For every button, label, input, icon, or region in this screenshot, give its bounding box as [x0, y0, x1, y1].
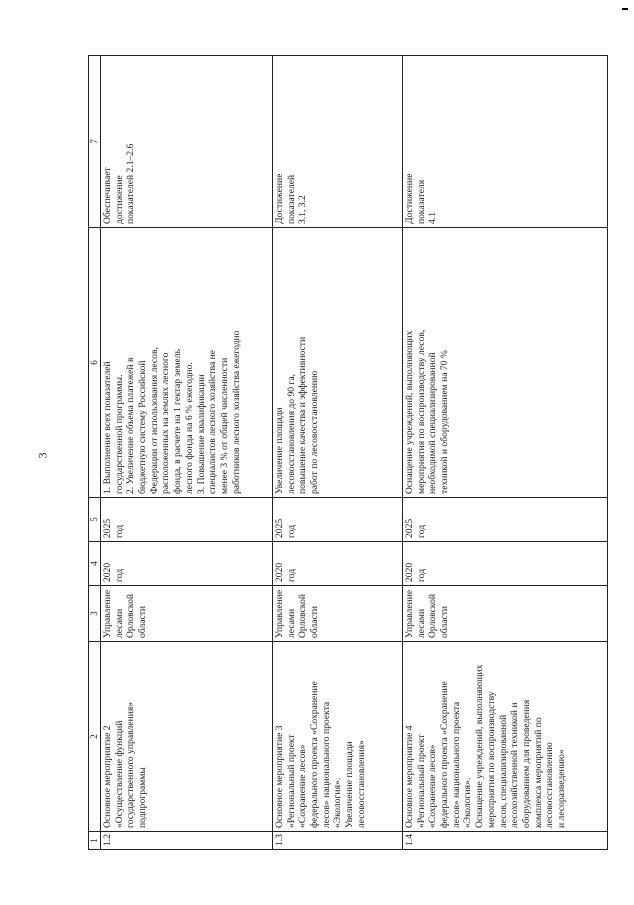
- column-number-row: [89, 56, 101, 850]
- event-name: Основное мероприятие 3 «Региональный проект «Сохранение лесов» федерального проекта «Сохранение лесов» национального проекта «Экология». Увеличение площади лесовосстановления»: [272, 642, 402, 832]
- document-table-container: [88, 56, 608, 850]
- indicators-link: Достижение показателя 4.1: [402, 56, 607, 228]
- end-year: 2025 год: [402, 498, 607, 542]
- table-row: [272, 56, 402, 850]
- column-number: 3: [89, 586, 101, 642]
- column-number: 6: [89, 228, 101, 498]
- indicators-link: Обеспечивает достижение показателей 2.1–2.6: [100, 56, 272, 228]
- start-year: 2020 год: [272, 542, 402, 586]
- end-year: 2025 год: [272, 498, 402, 542]
- expected-result: 1. Выполнение всех показателей государственной программы. 2. Увеличение объема платежей в бюджетную систему Российской Федерации от использования лесов, расположенных на землях лесного фонда, в расчете на 1 гектар земель лесного фонда на 6 % ежегодно. 3. Повышение квалификации специалистов лесного хозяйства не менее 3 % от общей численности работников лесного хозяйства ежегодно: [100, 228, 272, 498]
- start-year: 2020 год: [402, 542, 607, 586]
- table-row: [100, 56, 272, 850]
- event-name: Основное мероприятие 2 «Осуществление функций государственного управления» подпрограммы: [100, 642, 272, 832]
- program-table: [88, 55, 608, 850]
- indicators-link: Достижение показателей 3.1, 3.2: [272, 56, 402, 228]
- executor: Управление лесами Орловской области: [100, 586, 272, 642]
- expected-result: Оснащение учреждений, выполняющих мероприятия по воспроизводству лесов, необходимой специализированной техникой и оборудованием на 70 %: [402, 228, 607, 498]
- row-number: 1.4: [402, 832, 607, 850]
- column-number: 4: [89, 542, 101, 586]
- page-number: 3: [35, 452, 50, 459]
- column-number: 1: [89, 832, 101, 850]
- column-number: 7: [89, 56, 101, 228]
- scan-mark: [622, 8, 628, 10]
- end-year: 2025 год: [100, 498, 272, 542]
- column-number: 5: [89, 498, 101, 542]
- row-number: 1.2: [100, 832, 272, 850]
- row-number: 1.3: [272, 832, 402, 850]
- event-name: Основное мероприятие 4 «Региональный проект «Сохранение лесов» федерального проекта «Сохранение лесов» национального проекта «Экология». Оснащение учреждений, выполняющих мероприятия по воспроизводству лесов, специализированной лесохозяйственной техникой и оборудованием для проведения комплекса мероприятий по лесовосстановлению и лесоразведению»: [402, 642, 607, 832]
- table-row: [402, 56, 607, 850]
- executor: Управление лесами Орловской области: [272, 586, 402, 642]
- start-year: 2020 год: [100, 542, 272, 586]
- column-number: 2: [89, 642, 101, 832]
- executor: Управление лесами Орловской области: [402, 586, 607, 642]
- expected-result: Увеличение площади лесовосстановления до 90 га, повышение качества и эффективности работ по лесовосстановлению: [272, 228, 402, 498]
